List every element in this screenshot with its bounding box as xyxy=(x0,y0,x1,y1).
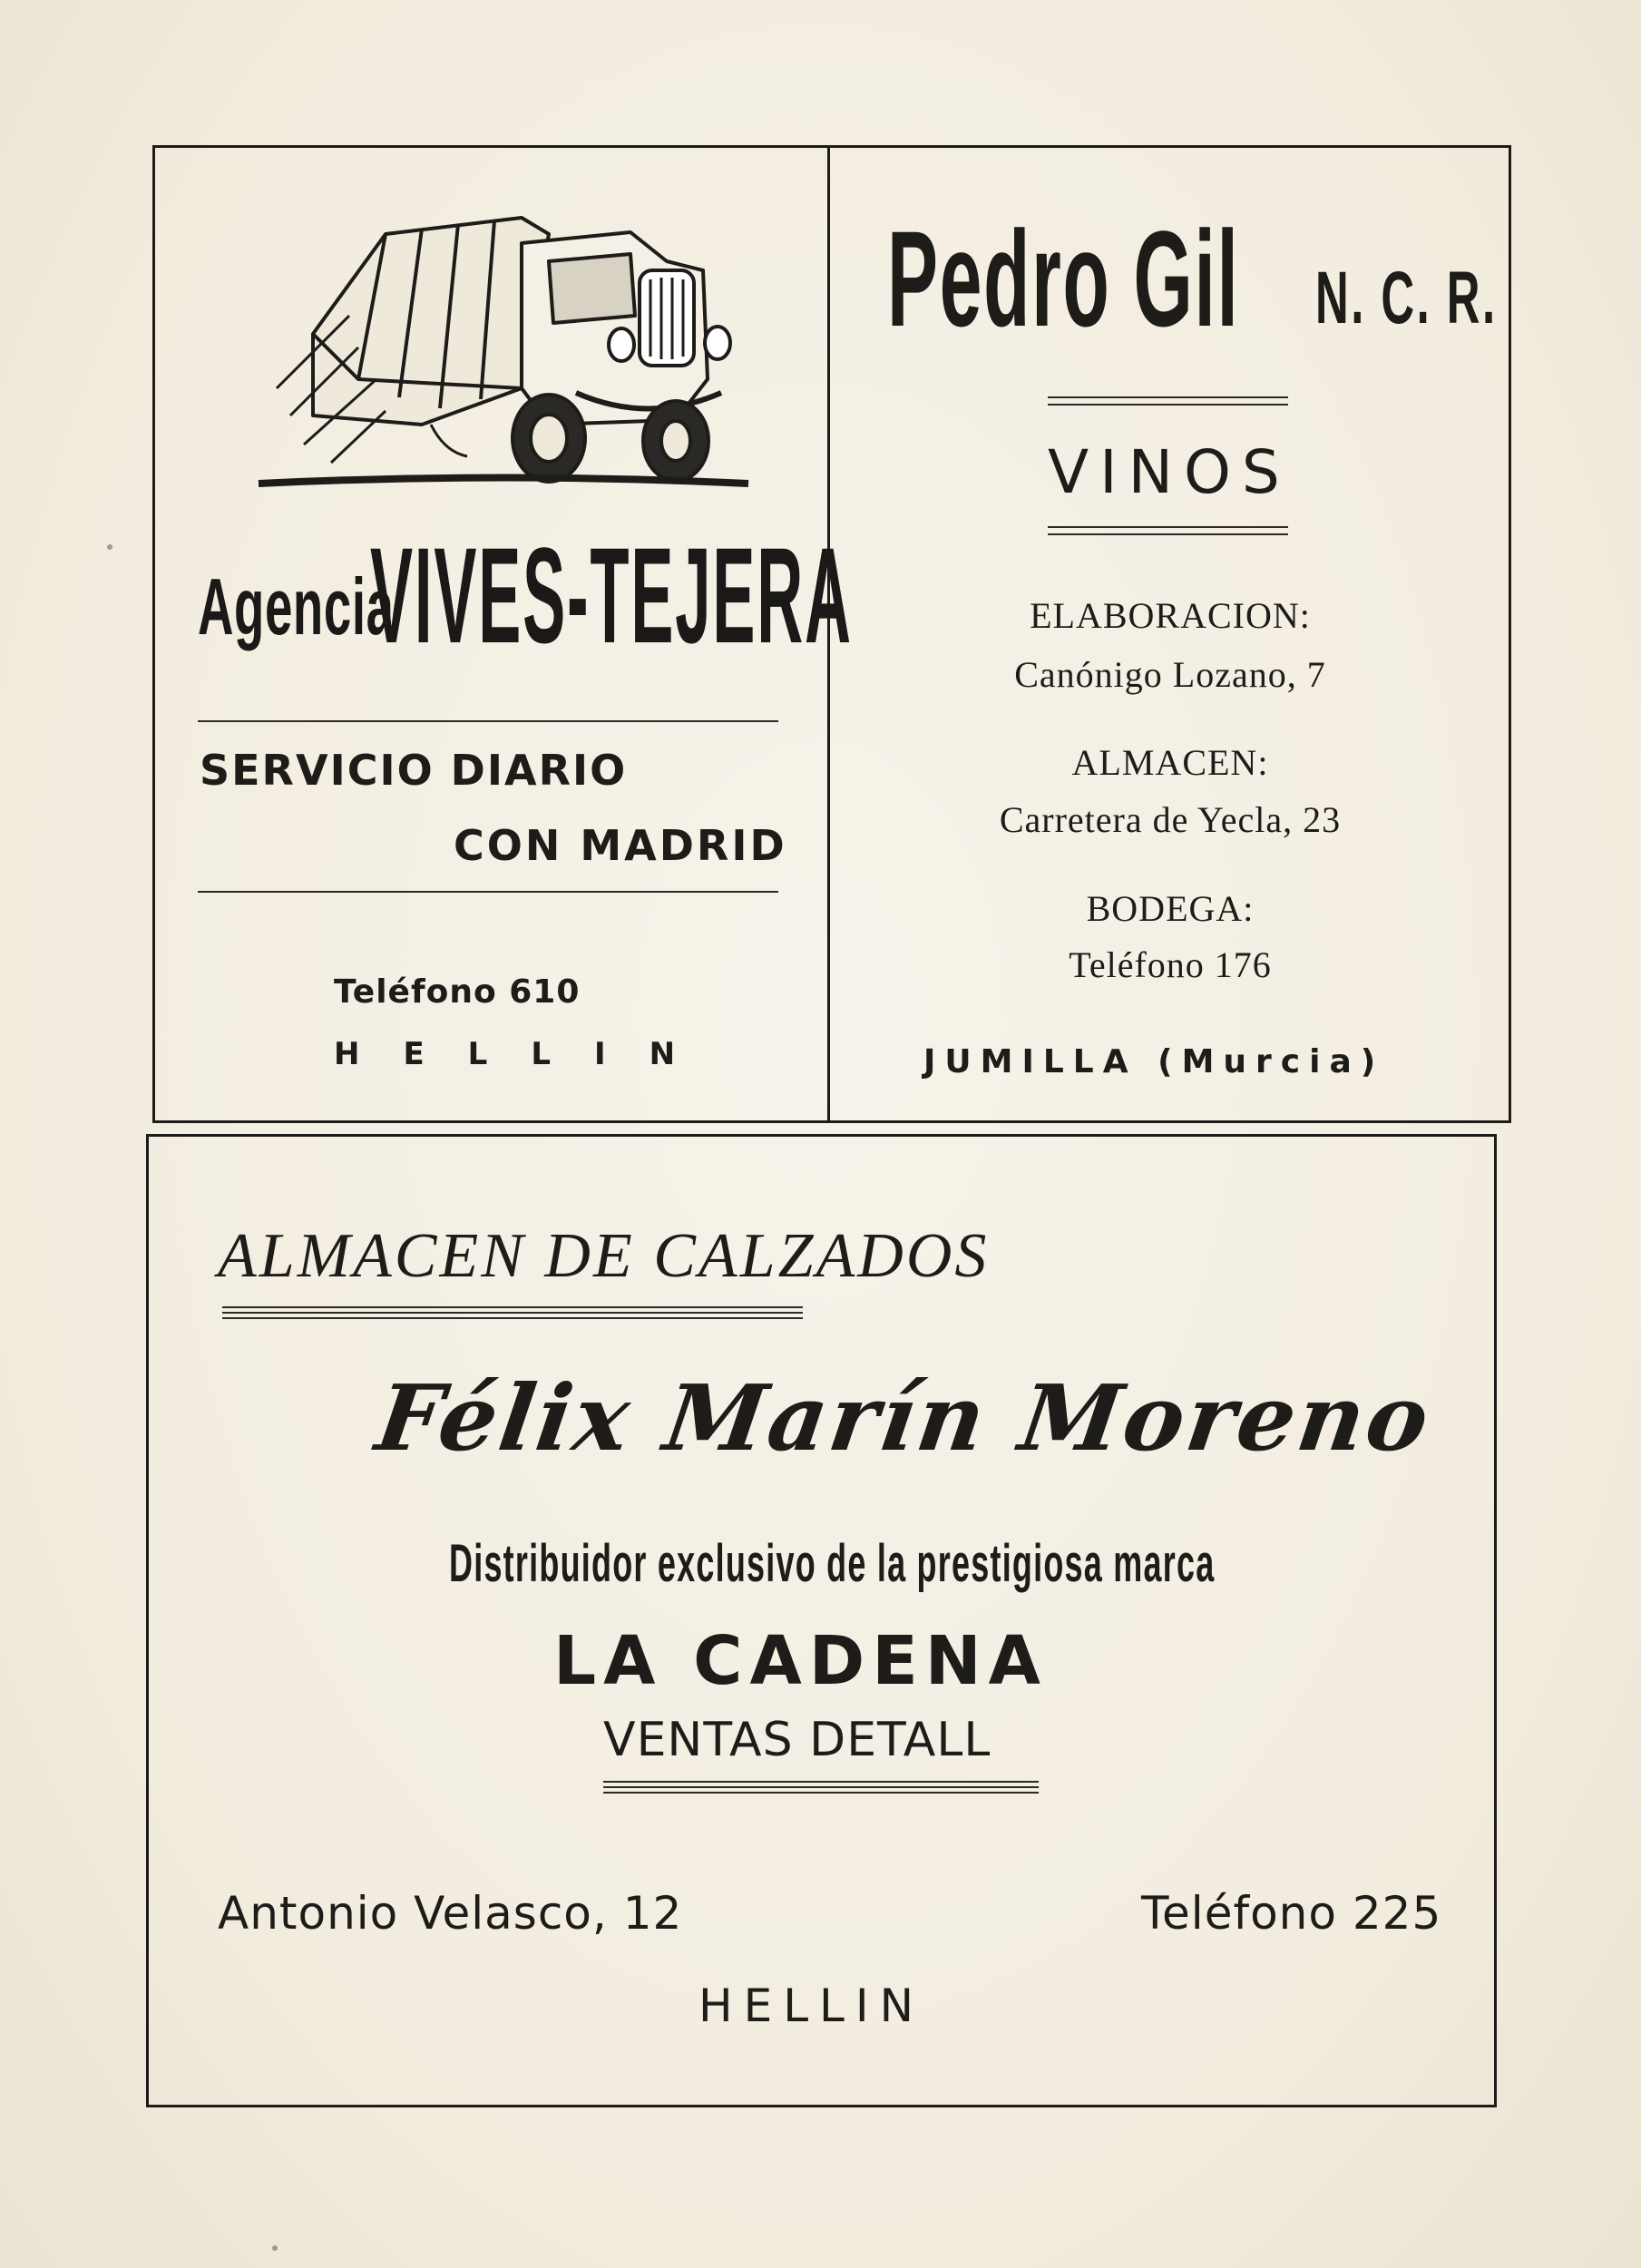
bodega-label: BODEGA: xyxy=(1086,888,1255,929)
pedro-gil-town: JUMILLA (Murcia) xyxy=(923,1043,1385,1080)
vinos-rule-bottom xyxy=(1048,526,1288,535)
vives-phone: Teléfono 610 xyxy=(334,973,581,1011)
vinos-label: VINOS xyxy=(1048,437,1291,507)
calzados-phone: Teléfono 225 xyxy=(1141,1887,1442,1940)
agency-word: Agencia xyxy=(198,562,395,651)
paper-speck xyxy=(107,544,112,550)
calzados-town: HELLIN xyxy=(698,1980,925,2032)
agency-title xyxy=(198,517,853,671)
paper-speck xyxy=(272,2245,278,2251)
service-line-1: SERVICIO DIARIO xyxy=(200,746,628,795)
vives-town: HELLIN xyxy=(334,1036,719,1072)
vinos-rule-top xyxy=(1048,396,1288,406)
elaboracion-label: ELABORACION: xyxy=(1030,595,1311,636)
pedro-gil-name: Pedro Gil xyxy=(887,202,1240,355)
brand-name: LA CADENA xyxy=(553,1622,1048,1700)
heading-rule xyxy=(222,1306,803,1319)
left-rule-bottom xyxy=(198,891,778,893)
service-line-2: CON MADRID xyxy=(454,821,787,870)
bodega-phone: Teléfono 176 xyxy=(1069,944,1272,985)
sales-rule xyxy=(603,1781,1039,1794)
almacen-label: ALMACEN: xyxy=(1071,742,1269,783)
truck-icon xyxy=(249,207,757,488)
pedro-gil-title xyxy=(887,202,1517,355)
owner-name: Félix Marín Moreno xyxy=(370,1364,1438,1471)
elaboracion-address: Canónigo Lozano, 7 xyxy=(1014,654,1326,695)
calzados-heading: ALMACEN DE CALZADOS xyxy=(218,1221,990,1291)
calzados-address: Antonio Velasco, 12 xyxy=(218,1887,683,1940)
left-rule-top xyxy=(198,720,778,722)
distributor-line: Distribuidor exclusivo de la prestigiosa marca xyxy=(449,1534,1216,1593)
agency-name: VIVES-TEJERA xyxy=(370,519,853,671)
sales-line: VENTAS DETALL xyxy=(603,1713,991,1767)
almacen-address: Carretera de Yecla, 23 xyxy=(999,799,1342,840)
pedro-gil-suffix: N. C. R. xyxy=(1315,257,1498,339)
